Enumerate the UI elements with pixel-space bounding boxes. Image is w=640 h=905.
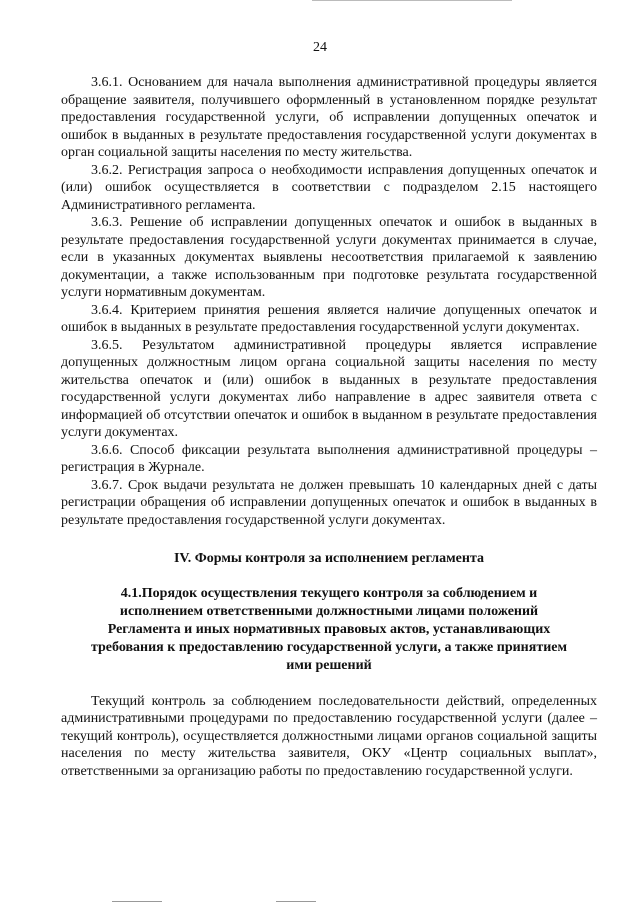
subsection-heading-line: требования к предоставлению государственной услуги, а также принятием bbox=[90, 639, 568, 655]
paragraph-3-6-2: 3.6.2. Регистрация запроса о необходимости исправления допущенных опечаток и (или) ошибок осуществляется в соответствии с подразделом 2.15 настоящего Административного регламента. bbox=[61, 162, 597, 213]
subsection-body-paragraph: Текущий контроль за соблюдением последовательности действий, определенных административными процедурами по предоставлению государственной услуги (далее – текущий контроль), осуществляется должностными лицами органов социальной защиты населения по месту жительства заявителя, ОКУ «Центр социальных выплат», ответственными за организацию работы по предоставлению государственной услуги. bbox=[61, 693, 597, 779]
subsection-heading-line: 4.1.Порядок осуществления текущего контроля за соблюдением и bbox=[120, 585, 538, 601]
top-edge-rule bbox=[312, 0, 512, 1]
bottom-edge-rule bbox=[112, 901, 162, 902]
paragraph-3-6-4: 3.6.4. Критерием принятия решения является наличие допущенных опечаток и ошибок в выданных в результате предоставления государственной услуги документах. bbox=[61, 302, 597, 335]
paragraph-3-6-5: 3.6.5. Результатом административной процедуры является исправление допущенных должностным лицом органа социальной защиты населения по месту жительства опечаток и (или) ошибок в выданных в результате предоставления государственной услуги документах либо направление в адрес заявителя ответа с информацией об отсутствии опечаток и ошибок в выданном в результате предоставления услуги документах. bbox=[61, 337, 597, 440]
subsection-heading-line: Регламента и иных нормативных правовых актов, устанавливающих bbox=[107, 621, 551, 637]
paragraph-3-6-7: 3.6.7. Срок выдачи результата не должен превышать 10 календарных дней с даты регистрации обращения об исправлении допущенных опечаток и ошибок в выданных в результате предоставления государственной услуги документах. bbox=[61, 477, 597, 528]
page-number: 24 bbox=[313, 40, 327, 55]
subsection-heading-line: исполнением ответственными должностными лицами положений bbox=[119, 603, 539, 619]
paragraph-3-6-6: 3.6.6. Способ фиксации результата выполнения административной процедуры – регистрация в Журнале. bbox=[61, 442, 597, 475]
subsection-heading-line: ими решений bbox=[286, 657, 372, 673]
paragraph-3-6-3: 3.6.3. Решение об исправлении допущенных опечаток и ошибок в выданных в результате предоставления государственной услуги документах принимается в случае, если в указанных документах выявлены несоответствия прилагаемой к заявлению документации, а также использованным при подготовке результата государственной услуги нормативным документам. bbox=[61, 215, 597, 300]
bottom-edge-rule bbox=[276, 901, 316, 902]
section-heading: IV. Формы контроля за исполнением регламента bbox=[173, 551, 485, 566]
document-body bbox=[61, 74, 597, 780]
paragraph-3-6-1: 3.6.1. Основанием для начала выполнения административной процедуры является обращение заявителя, получившего оформленный в установленном порядке результат предоставления государственной услуги, об исправлении допущенных опечаток и ошибок в выданных в результате предоставления государственной услуги документах в орган социальной защиты населения по месту жительства. bbox=[61, 75, 597, 160]
subsection-heading bbox=[61, 585, 597, 675]
